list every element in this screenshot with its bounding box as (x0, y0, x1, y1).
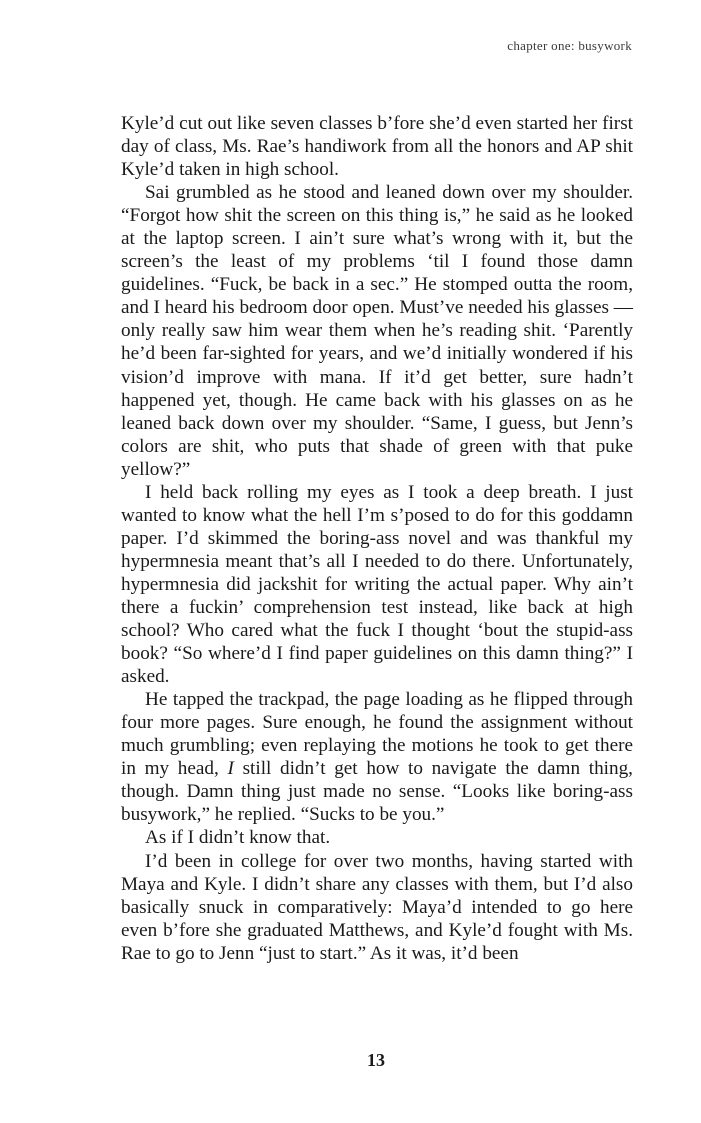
body-text (121, 112, 633, 965)
paragraph: As if I didn’t know that. (145, 827, 331, 849)
paragraph (121, 688, 633, 826)
paragraph: Kyle’d cut out like seven classes b’fore she’d even started her first day of class, Ms. Rae’s handiwork from all the honors and AP shit Kyle’d taken in high school. (121, 113, 633, 181)
paragraph: Sai grumbled as he stood and leaned down over my shoulder. “Forgot how shit the screen on this thing is,” he said as he looked at the laptop screen. I ain’t sure what’s wrong with it, but the screen’s the least of my problems ‘til I found those damn guidelines. “Fuck, be back in a sec.” He stomped outta the room, and I heard his bedroom door open. Must’ve needed his glasses — only really saw him wear them when he’s reading shit. ‘Parently he’d been far-sighted for years, and we’d initially wondered if his vision’d improve with mana. If it’d get better, sure hadn’t happened yet, though. He came back with his glasses on as he leaned back down over my shoulder. “Same, I guess, but Jenn’s colors are shit, who puts that shade of green with that puke yellow?” (121, 182, 633, 480)
italic-emphasis: I (227, 758, 234, 780)
paragraph: I held back rolling my eyes as I took a deep breath. I just wanted to know what the hell I’m s’posed to do for this goddamn paper. I’d skimmed the boring-ass novel and was thankful my hypermnesia meant that’s all I needed to do there. Unfortunately, hypermnesia did jackshit for writing the actual paper. Why ain’t there a fuckin’ comprehension test instead, like back at high school? Who cared what the fuck I thought ‘bout the stupid-ass book? “So where’d I find paper guidelines on this damn thing?” I asked. (121, 481, 633, 688)
running-head: chapter one: busywork (507, 38, 632, 53)
paragraph-text: He tapped the trackpad, the page loading as he flipped through four more pages. Sure enough, he found the assignment without much grumbling; even replaying the motions he took to get there in my head, (121, 689, 633, 780)
paragraph: I’d been in college for over two months, having started with Maya and Kyle. I didn’t share any classes with them, but I’d also basically snuck in comparatively: Maya’d intended to go here even b’fore she graduated Matthews, and Kyle’d fought with Ms. Rae to go to Jenn “just to start.” As it was, it’d been (121, 850, 633, 964)
page-number: 13 (367, 1050, 385, 1070)
paragraph-text: still didn’t get how to navigate the damn thing, though. Damn thing just made no sense. “Looks like boring-ass busywork,” he replied. “Sucks to be you.” (121, 758, 633, 826)
